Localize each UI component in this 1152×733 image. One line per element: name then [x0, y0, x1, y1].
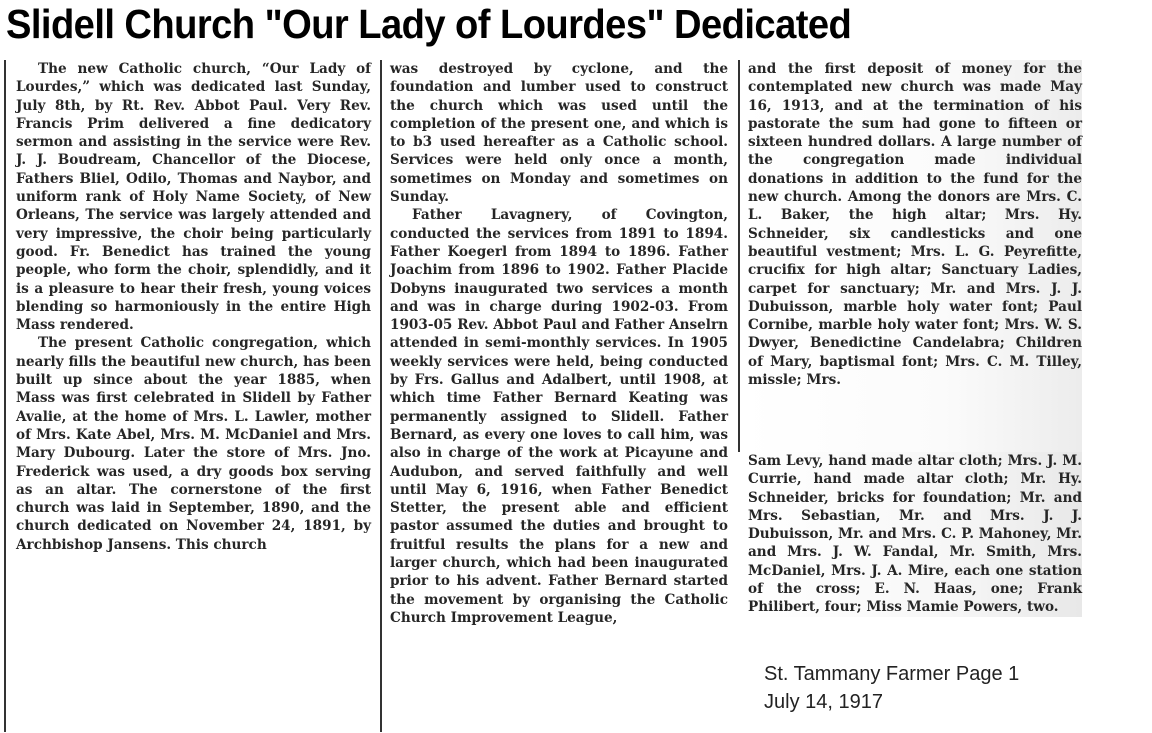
- article-paragraph: The new Catholic church, “Our Lady of Lourdes,” which was dedicated last Sunday, July 8th, by Rt. Rev. Abbot Paul. Very Rev. Francis Prim delivered a fine dedicatory sermon and assisting in the service were Rev. J. J. Boudream, Chancellor of the Diocese, Fathers Bliel, Odilo, Thomas and Naybor, and uniform rank of Holy Name Society, of New Orleans, The service was largely attended and very impressive, the choir being particularly good. Fr. Benedict has trained the young people, who form the choir, splendidly, and it is a pleasure to hear their fresh, young voices blending so harmoniously in the entire High Mass rendered.: [16, 61, 371, 334]
- caption-date: July 14, 1917: [764, 691, 883, 713]
- source-caption: [764, 660, 1019, 716]
- article-column-1: [4, 60, 371, 732]
- article-paragraph: and the first deposit of money for the contemplated new church was made May 16, 1913, and at the termination of his pastorate the sum had gone to fifteen or sixteen hundred dollars. A large number of the congregation made individual donations in addition to the fund for the new church. Among the donors are Mrs. C. L. Baker, the high altar; Mrs. Hy. Schneider, six candlesticks and one beautiful vestment; Mrs. L. G. Peyrefitte, crucifix for high altar; Sanctuary Ladies, carpet for sanctuary; Mr. and Mrs. J. J. Dubuisson, marble holy water font; Paul Cornibe, marble holy water font; Mrs. W. S. Dwyer, Benedictine Candelabra; Children of Mary, baptismal font; Mrs. C. M. Tilley, missle; Mrs.: [748, 61, 1082, 389]
- article-paragraph: was destroyed by cyclone, and the foundation and lumber used to construct the church which was used until the completion of the present one, and which is to b3 used hereafter as a Catholic school. Services were held only once a month, sometimes on Monday and sometimes on Sunday.: [390, 61, 728, 206]
- article-column-3: [738, 60, 1082, 452]
- caption-publication: St. Tammany Farmer Page 1: [764, 663, 1020, 685]
- article-paragraph: Father Lavagnery, of Covington, conducted the services from 1891 to 1894. Father Koegerl from 1894 to 1896. Father Joachim from 1896 to 1902. Father Placide Dobyns inaugurated two services a month and was in charge during 1902-03. From 1903-05 Rev. Abbot Paul and Father Anselrn attended in semi-monthly services. In 1905 weekly services were held, being conducted by Frs. Gallus and Adalbert, until 1908, at which time Father Bernard Keating was permanently assigned to Slidell. Father Bernard, as every one loves to call him, was also in charge of the work at Picayune and Audubon, and served faithfully and well until May 6, 1916, when Father Benedict Stetter, the present able and efficient pastor assumed the duties and brought to fruitful results the plans for a new and larger church, which had been inaugurated prior to his advent. Father Bernard started the movement by organising the Catholic Church Improvement League,: [390, 207, 728, 626]
- headline: Slidell Church "Our Lady of Lourdes" Dedicated: [6, 1, 852, 47]
- article-column-3-continuation: [748, 452, 1082, 617]
- article-column-2: [380, 60, 728, 732]
- article-paragraph: Sam Levy, hand made altar cloth; Mrs. J. M. Currie, hand made altar cloth; Mr. Hy. Schneider, bricks for foundation; Mr. and Mrs. Sebastian, Mr. and Mrs. J. J. Dubuisson, Mr. and Mrs. C. P. Mahoney, Mr. and Mrs. J. W. Fandal, Mr. Smith, Mrs. McDaniel, Mrs. J. A. Mire, each one station of the cross; E. N. Haas, one; Frank Philibert, four; Miss Mamie Powers, two.: [748, 453, 1082, 616]
- article-paragraph: The present Catholic congregation, which nearly fills the beautiful new church, has been built up since about the year 1885, when Mass was first celebrated in Slidell by Father Avalie, at the home of Mrs. L. Lawler, mother of Mrs. Kate Abel, Mrs. M. McDaniel and Mrs. Mary Dubourg. Later the store of Mrs. Jno. Frederick was used, a dry goods box serving as an altar. The cornerstone of the first church was laid in September, 1890, and the church dedicated on November 24, 1891, by Archbishop Jansens. This church: [16, 335, 371, 553]
